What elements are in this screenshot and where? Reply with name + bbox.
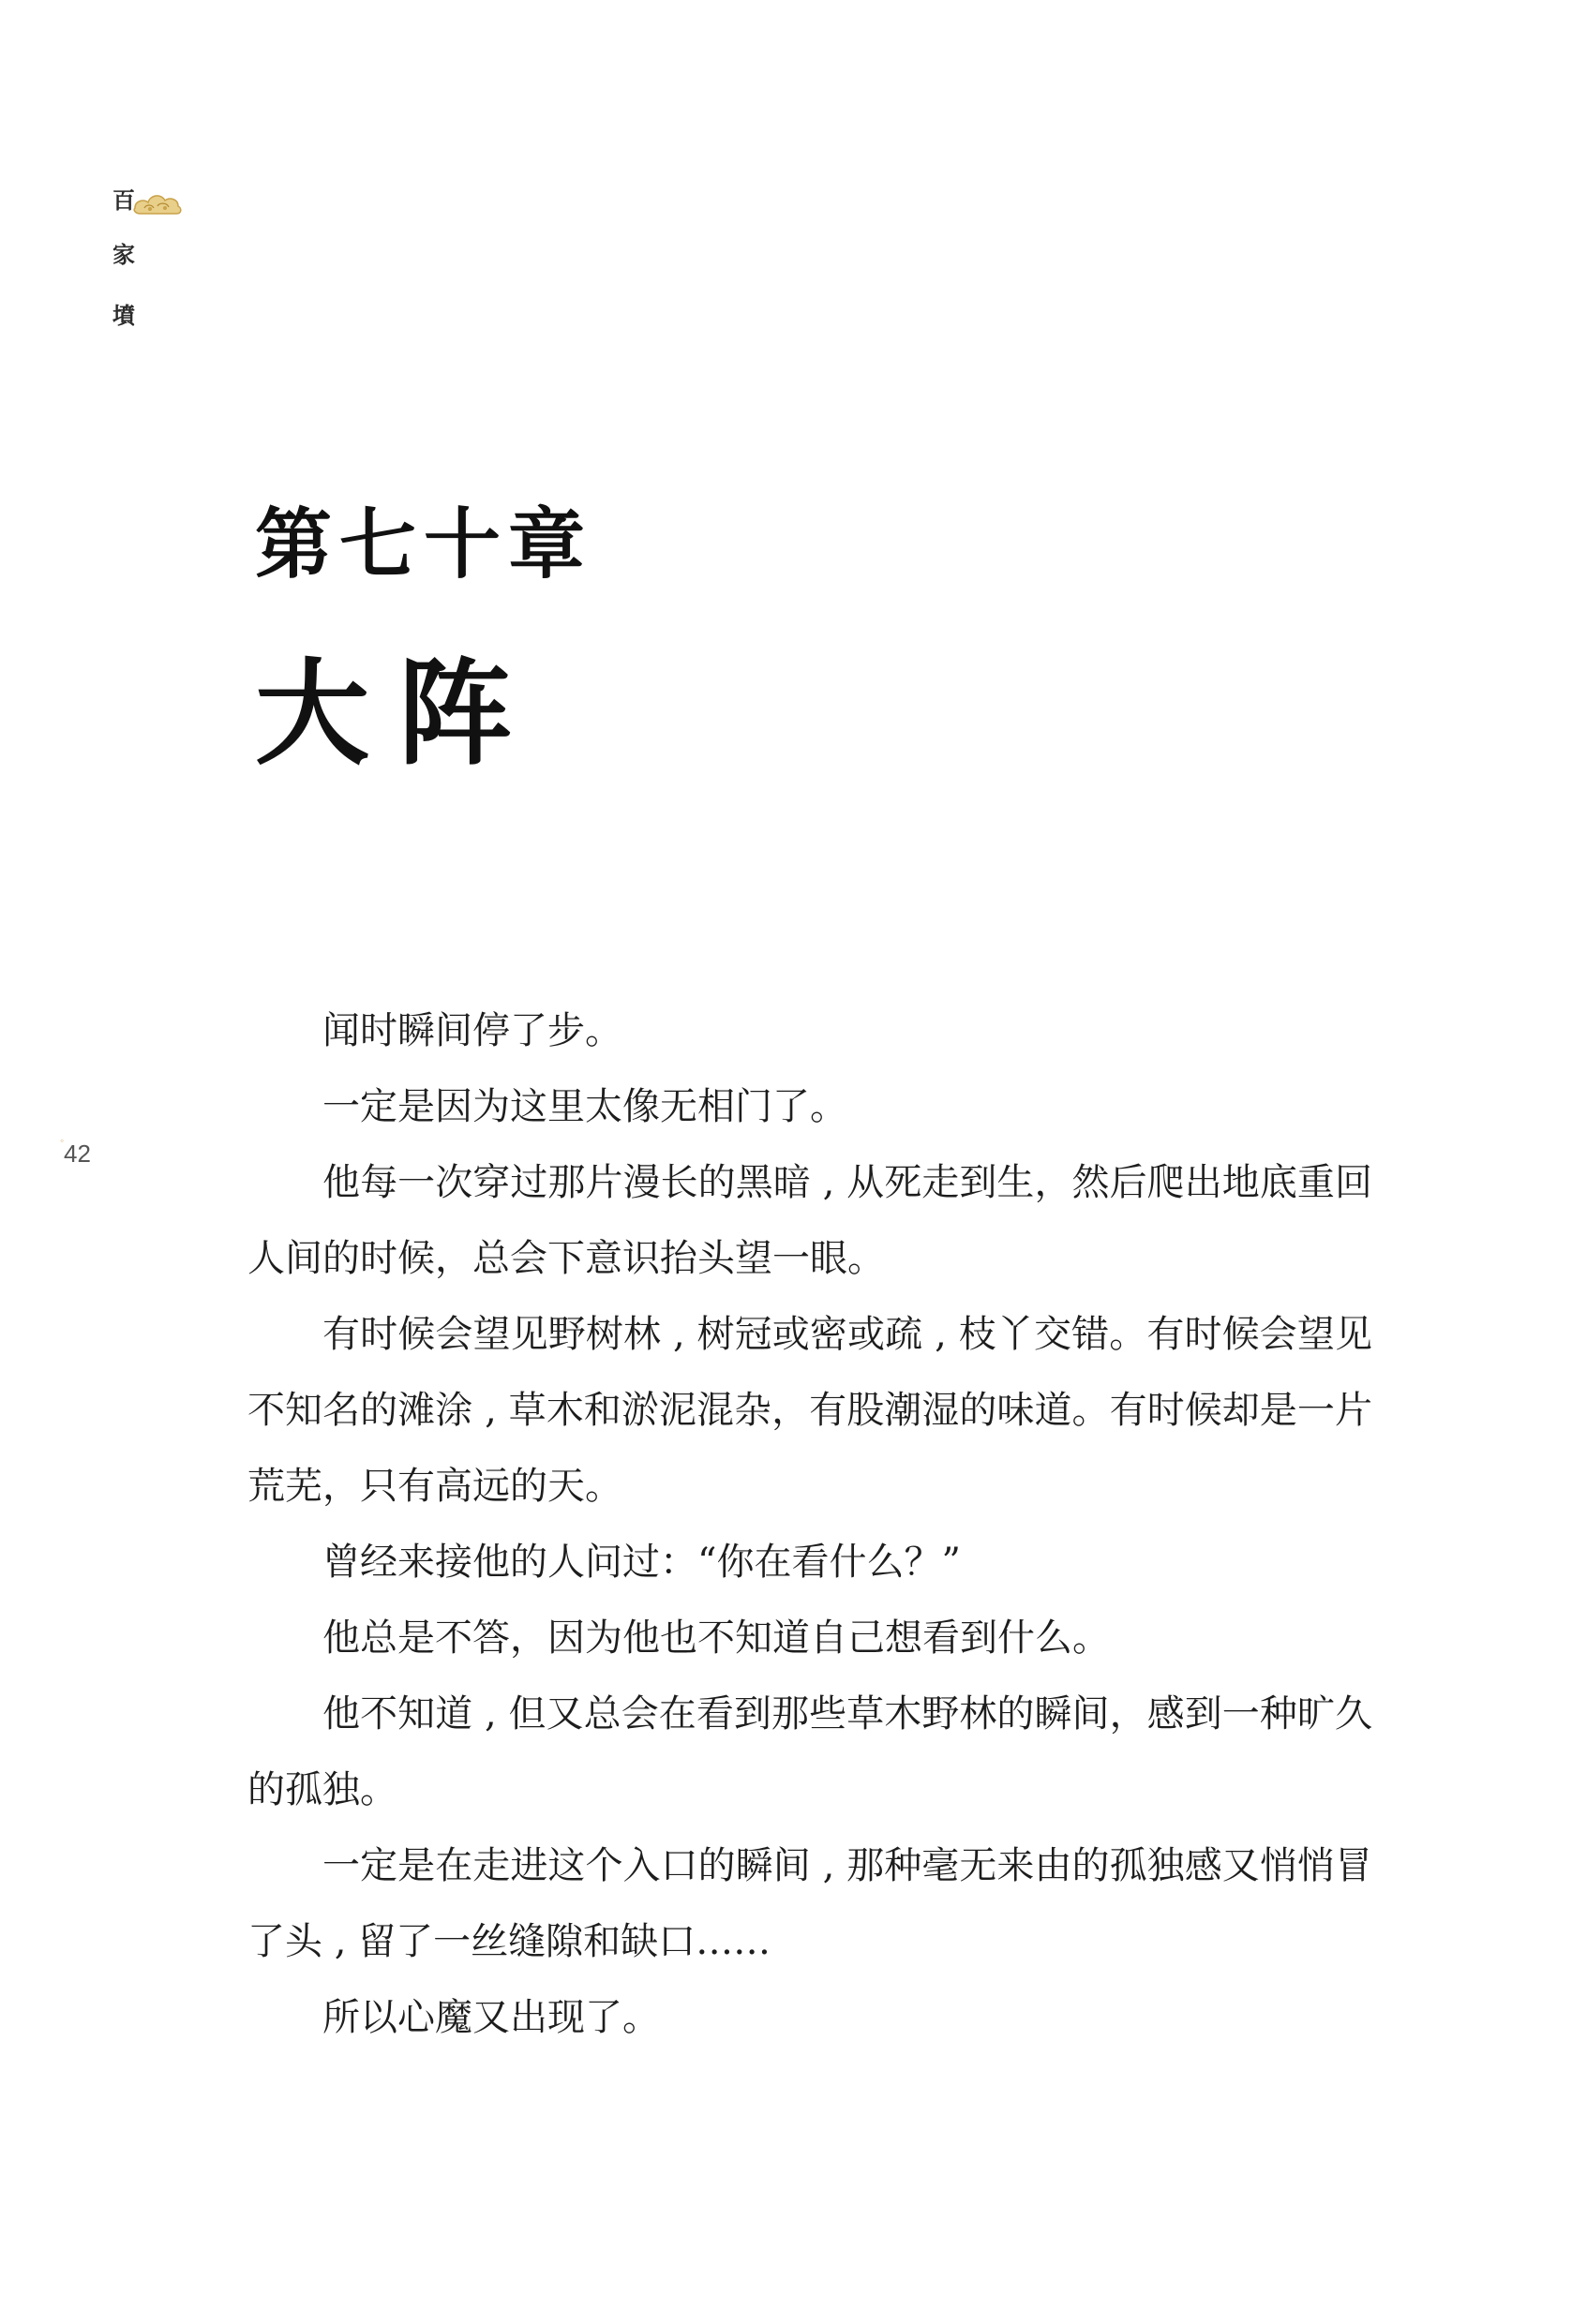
paragraph: 他每一次穿过那片漫长的黑暗 , 从死走到生，然后爬出地底重回人间的时候，总会下意识抬头望一眼。 <box>247 1161 1372 1280</box>
paragraph: 有时候会望见野树林 , 树冠或密或疏 , 枝丫交错。有时候会望见不知名的滩涂 , 草木和淤泥混杂，有股潮湿的味道。有时候却是一片荒芜，只有高远的天。 <box>247 1313 1372 1508</box>
page-number <box>60 1134 91 1169</box>
running-head-char-2: 家 <box>112 241 135 268</box>
running-head-char-3: 墳 <box>112 302 135 329</box>
page-number-value: 42 <box>64 1140 91 1168</box>
page-number-ornament-icon: ◦ <box>60 1134 65 1147</box>
paragraph: 一定是在走进这个入口的瞬间 , 那种毫无来由的孤独感又悄悄冒了头 , 留了一丝缝隙和缺口…… <box>247 1844 1372 1963</box>
chapter-title: 大阵 <box>255 646 540 781</box>
cloud-ornament-icon <box>131 187 184 219</box>
chapter-number: 第七十章 <box>255 499 593 589</box>
paragraph: 曾经来接他的人问过：“你在看什么？” <box>322 1541 961 1584</box>
body-text <box>247 993 1372 2056</box>
running-head <box>105 178 189 337</box>
paragraph: 他不知道 , 但又总会在看到那些草木野林的瞬间，感到一种旷久的孤独。 <box>247 1692 1372 1811</box>
paragraph: 一定是因为这里太像无相门了。 <box>322 1085 847 1128</box>
paragraph: 闻时瞬间停了步。 <box>322 1009 622 1052</box>
running-head-char-1: 百 <box>112 186 135 214</box>
paragraph: 他总是不答，因为他也不知道自己想看到什么。 <box>322 1616 1110 1660</box>
paragraph: 所以心魔又出现了。 <box>322 1996 660 2039</box>
